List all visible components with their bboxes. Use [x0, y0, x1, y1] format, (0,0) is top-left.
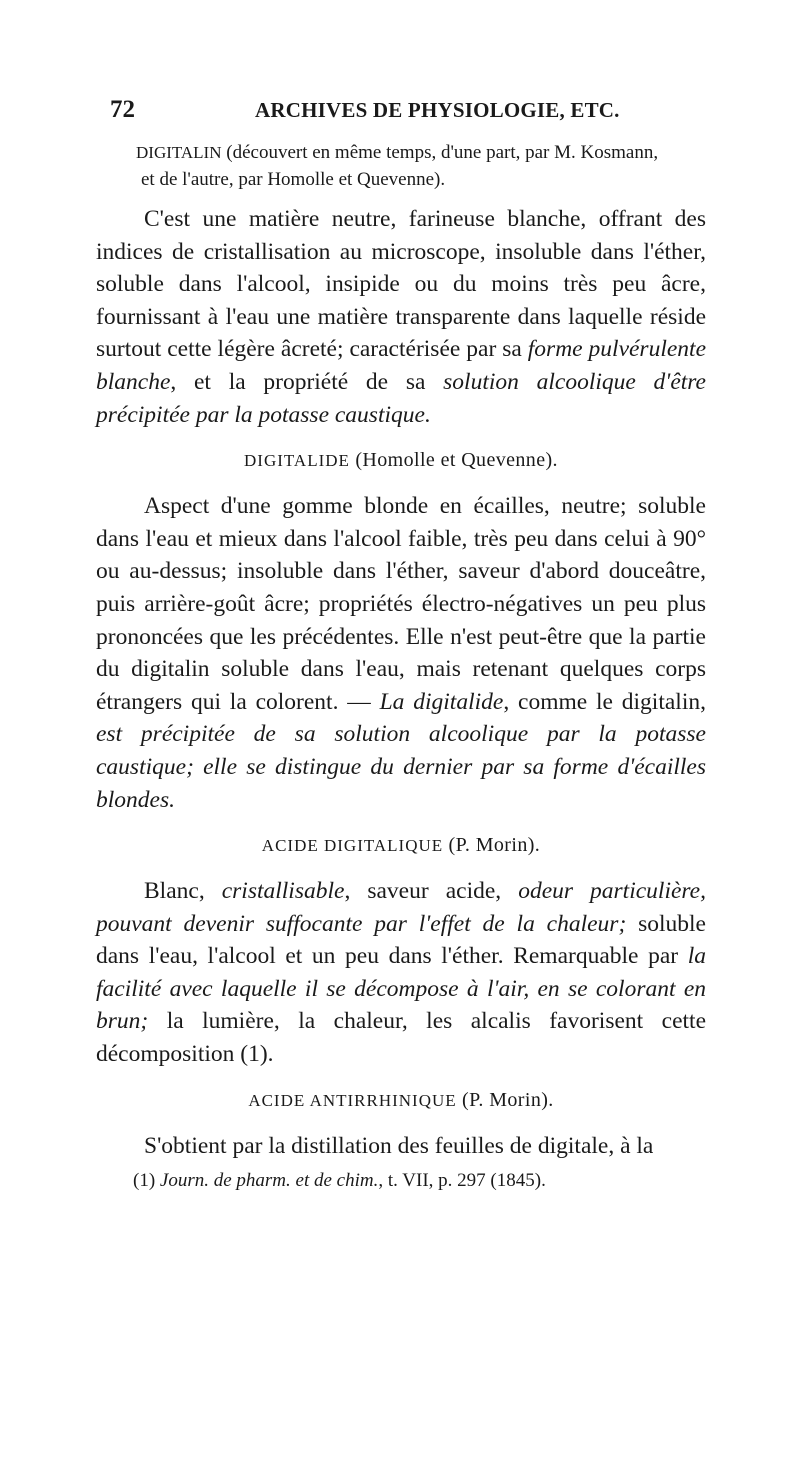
- digitalin-italic-2: solution alcoolique d'être précipitée par la potasse caustique.: [96, 368, 706, 428]
- digitalin-italic-1: forme pulvérulente blanche: [96, 336, 706, 395]
- digitalide-name: DIGITALIDE: [244, 451, 350, 471]
- footnote-journal: Journ. de pharm. et de chim.: [159, 1170, 379, 1192]
- acide-antirrhinique-heading: [96, 1089, 706, 1112]
- acide-antirrhinique-name: ACIDE ANTIRRHINIQUE: [248, 1090, 457, 1110]
- acide-antirrhinique-authors: (P. Morin).: [456, 1088, 554, 1111]
- acide-digitalique-paragraph: Blanc, cristallisable, saveur acide, odeur particulière, pouvant devenir suffocante par l'effet de la chaleur; soluble dans l'eau, l'alcool et un peu dans l'éther. Remarquable par la facilité avec laquelle il se décompose à l'air, en se colorant en brun; la lumière, la chaleur, les alcalis favorisent cette décomposition (1).: [96, 878, 706, 1068]
- digitalide-paragraph: Aspect d'une gomme blonde en écailles, neutre; soluble dans l'eau et mieux dans l'alcool faible, très peu dans celui à 90° ou au-dessus; insoluble dans l'éther, saveur d'abord douceâtre, puis arrière-goût âcre; propriétés électro-négatives un peu plus prononcées que les précédentes. Elle n'est peut-être que la partie du digitalin soluble dans l'eau, mais retenant quelques corps étrangers qui la colorent. — La digitalide, comme le digitalin, est précipitée de sa solution alcoolique par la potasse caustique; elle se distingue du dernier par sa forme d'écailles blondes.: [96, 493, 706, 813]
- digitalide-heading: [96, 449, 706, 472]
- running-title: ARCHIVES DE PHYSIOLOGIE, ETC.: [255, 98, 620, 122]
- page-number: 72: [110, 96, 135, 123]
- digitalin-heading-line2: et de l'autre, par Homolle et Quevenne).: [141, 169, 446, 190]
- digitalide-authors: (Homolle et Quevenne).: [349, 449, 558, 472]
- running-head: [96, 92, 706, 132]
- digitalin-heading-rest: (découvert en même temps, d'une part, par M. Kosmann,: [221, 142, 659, 163]
- acide-digitalique-name: ACIDE DIGITALIQUE: [261, 836, 444, 856]
- acide-digitalique-heading: [96, 834, 706, 857]
- digitalide-italic-1: La digitalide: [379, 688, 504, 715]
- digitalin-name: DIGITALIN: [136, 143, 222, 162]
- page-content: [96, 92, 706, 1194]
- footnote: (1) Journ. de pharm. et de chim., t. VII, p. 297 (1845).: [133, 1170, 546, 1192]
- acide-antirrhinique-paragraph: S'obtient par la distillation des feuilles de digitale, à la: [144, 1132, 654, 1159]
- acide-digitalique-authors: (P. Morin).: [443, 834, 541, 857]
- digitalin-paragraph: C'est une matière neutre, farineuse blanche, offrant des indices de cristallisation au microscope, insoluble dans l'éther, soluble dans l'alcool, insipide ou du moins très peu âcre, fournissant à l'eau une matière transparente dans laquelle réside surtout cette légère âcreté; caractérisée par sa forme pulvérulente blanche, et la propriété de sa solution alcoolique d'être précipitée par la potasse caustique.: [96, 206, 706, 428]
- digitalin-heading: [96, 139, 706, 193]
- digitalide-italic-2: est précipitée de sa solution alcoolique par la potasse caustique; elle se distingue du dernier par sa forme d'écailles blondes.: [96, 721, 706, 813]
